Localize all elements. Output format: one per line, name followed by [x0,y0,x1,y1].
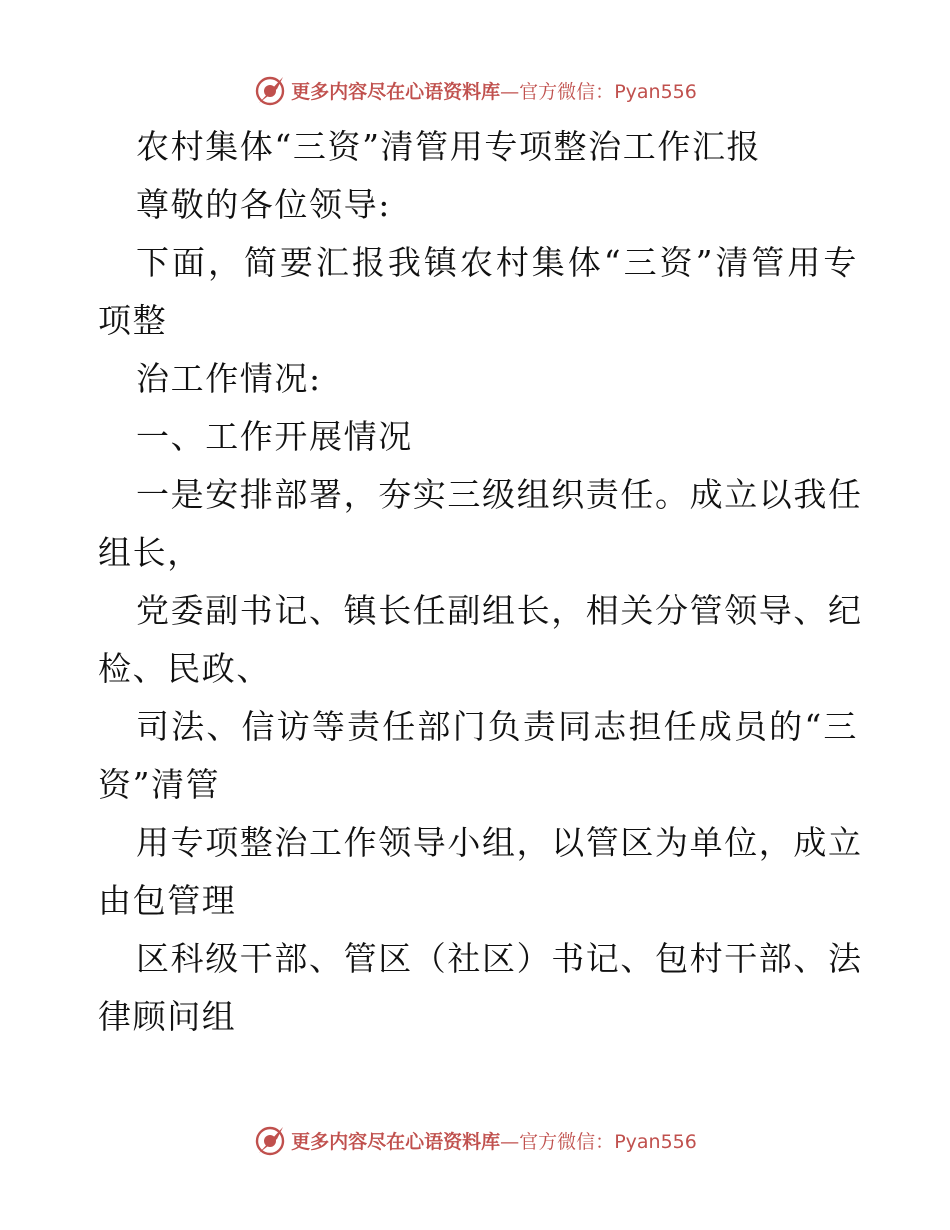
paragraph-line: 治工作情况: [136,359,322,398]
paragraph-line: 区科级干部、管区（社区）书记、包村干部、法 [136,939,863,978]
watermark-wechat-label: 官方微信： [519,1130,615,1153]
paragraph-line: 律顾问组 [98,997,237,1036]
watermark-dash: — [500,1130,520,1153]
watermark-wechat-label: 官方微信： [519,80,615,103]
watermark-header [0,70,950,110]
paragraph-line: 用专项整治工作领导小组，以管区为单位，成立 [136,823,863,862]
watermark-text [291,1127,697,1154]
document-title: 农村集体“三资”清管用专项整治工作汇报 [136,127,762,166]
paragraph-line: 检、民政、 [98,649,271,688]
paragraph-line: 下面，简要汇报我镇农村集体“三资”清管用专 [136,243,858,282]
paragraph-line: 司法、信访等责任部门负责同志担任成员的“三 [136,707,858,746]
quill-pen-seal-icon [253,73,287,107]
paragraph-line: 资”清管 [98,765,221,804]
watermark-dash: — [500,80,520,103]
watermark-text [291,77,697,104]
paragraph-line: 党委副书记、镇长任副组长，相关分管领导、纪 [136,591,863,630]
paragraph-line: 项整 [98,301,168,340]
quill-pen-seal-icon [253,1123,287,1157]
watermark-wechat-id: Pyan556 [614,80,697,103]
paragraph-line: 一是安排部署，夯实三级组织责任。成立以我任 [136,475,863,514]
watermark-site-text: 更多内容尽在心语资料库 [291,1130,501,1153]
watermark-site-text: 更多内容尽在心语资料库 [291,80,501,103]
salutation: 尊敬的各位领导: [136,185,391,224]
section-heading: 一、工作开展情况 [136,417,413,456]
paragraph-line: 由包管理 [98,881,237,920]
document-body [98,118,863,1046]
watermark-footer [0,1120,950,1160]
paragraph-line: 组长， [98,533,202,572]
watermark-wechat-id: Pyan556 [614,1130,697,1153]
